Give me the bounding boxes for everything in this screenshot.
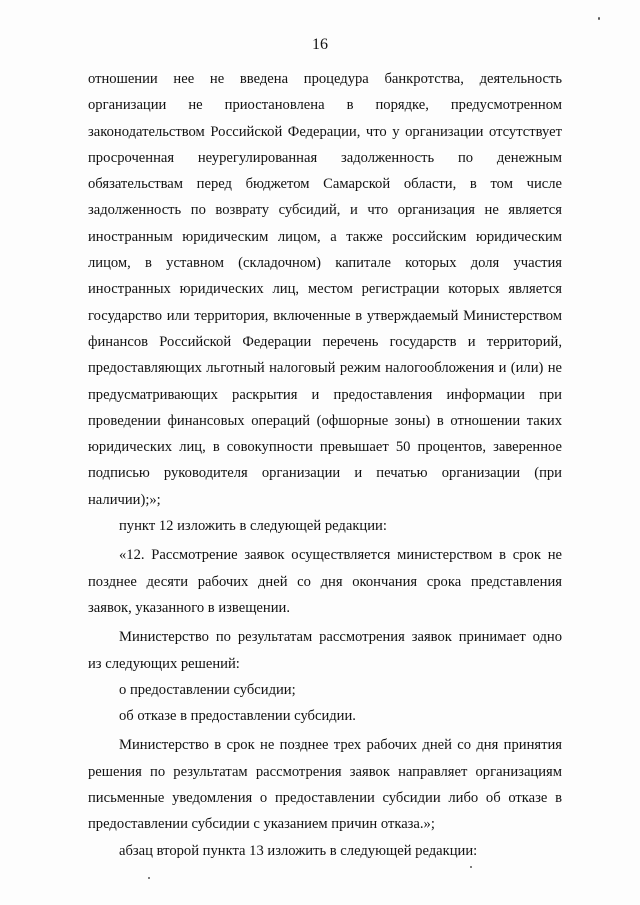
text-line: лицом, в уставном (складочном) капитале которых доля участия bbox=[88, 255, 562, 272]
text-line: иностранных юридических лиц, местом регистрации которых является bbox=[88, 281, 562, 298]
text-line: задолженность по возврату субсидий, и что организация не является bbox=[88, 202, 562, 219]
text-line: об отказе в предоставлении субсидии. bbox=[119, 708, 356, 725]
text-line: организации не приостановлена в порядке, предусмотренном bbox=[88, 97, 562, 114]
text-line: «12. Рассмотрение заявок осуществляется министерством в срок не bbox=[119, 547, 562, 564]
scan-speck bbox=[470, 866, 472, 868]
text-line: предусматривающих раскрытия и предоставления информации при bbox=[88, 386, 562, 403]
scan-speck bbox=[598, 17, 600, 20]
text-line: абзац второй пункта 13 изложить в следующей редакции: bbox=[119, 842, 478, 859]
text-line: обязательствам перед бюджетом Самарской области, в том числе bbox=[88, 176, 562, 193]
page-number: 16 bbox=[312, 36, 328, 53]
text-line: о предоставлении субсидии; bbox=[119, 681, 296, 698]
text-line: письменные уведомления о предоставлении субсидии либо об отказе в bbox=[88, 790, 562, 807]
text-line: решения по результатам рассмотрения заявок направляет организациям bbox=[88, 763, 562, 780]
scan-speck bbox=[148, 877, 150, 879]
text-line: позднее десяти рабочих дней со дня окончания срока представления bbox=[88, 573, 562, 590]
text-line: заявок, указанного в извещении. bbox=[88, 599, 290, 616]
text-line: законодательством Российской Федерации, что у организации отсутствует bbox=[88, 123, 562, 140]
text-line: просроченная неурегулированная задолженность по денежным bbox=[88, 149, 562, 166]
text-line: подписью руководителя организации и печатью организации (при bbox=[88, 465, 562, 482]
text-line: пункт 12 изложить в следующей редакции: bbox=[119, 518, 387, 535]
text-line: Министерство по результатам рассмотрения заявок принимает одно bbox=[119, 629, 562, 646]
text-line: предоставлении субсидии с указанием причин отказа.»; bbox=[88, 816, 435, 833]
text-line: Министерство в срок не позднее трех рабочих дней со дня принятия bbox=[119, 737, 562, 754]
text-line: проведении финансовых операций (офшорные зоны) в отношении таких bbox=[88, 412, 562, 429]
text-line: государство или территория, включенные в утверждаемый Министерством bbox=[88, 307, 562, 324]
text-line: предоставляющих льготный налоговый режим налогообложения и (или) не bbox=[88, 360, 562, 377]
text-line: из следующих решений: bbox=[88, 655, 240, 672]
text-line: финансов Российской Федерации перечень государств и территорий, bbox=[88, 333, 562, 350]
text-line: юридических лиц, в совокупности превышает 50 процентов, заверенное bbox=[88, 439, 562, 456]
text-line: отношении нее не введена процедура банкротства, деятельность bbox=[88, 71, 562, 87]
text-line: иностранным юридическим лицом, а также российским юридическим bbox=[88, 228, 562, 245]
document-body bbox=[88, 69, 562, 867]
text-line: наличии);»; bbox=[88, 491, 161, 508]
